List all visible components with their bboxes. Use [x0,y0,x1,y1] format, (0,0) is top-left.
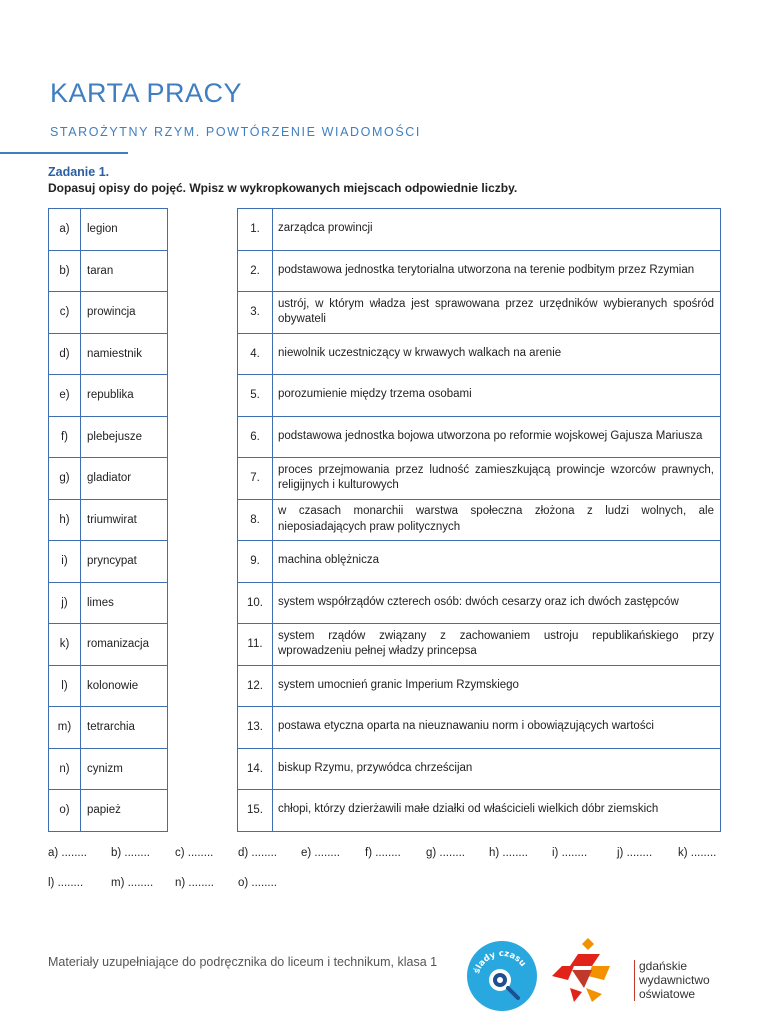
term-row [49,624,168,666]
description-number: 7. [238,458,273,500]
term-letter: c) [49,292,81,334]
term-name: namiestnik [81,333,168,375]
term-letter: e) [49,375,81,417]
term-letter: k) [49,624,81,666]
description-text: proces przejmowania przez ludność zamieszkującą prowincje wzorców prawnych, religijnych i kulturowych [273,458,721,500]
description-row [238,333,721,375]
term-letter: g) [49,458,81,500]
description-row [238,250,721,292]
answer-blank[interactable]: i) ........ [552,847,588,859]
description-number: 13. [238,707,273,749]
answer-blank[interactable]: f) ........ [365,847,401,859]
term-name: pryncypat [81,541,168,583]
description-number: 3. [238,292,273,334]
term-name: republika [81,375,168,417]
answer-blank[interactable]: h) ........ [489,847,528,859]
description-text: system rządów związany z zachowaniem ustroju republikańskiego przy wprowadzeniu pełnej władzy princepsa [273,624,721,666]
description-row [238,375,721,417]
task-label: Zadanie 1. [48,165,110,179]
description-row [238,209,721,251]
description-number: 14. [238,748,273,790]
terms-table [48,208,168,832]
description-number: 9. [238,541,273,583]
page-title: KARTA PRACY [50,78,243,108]
description-row [238,707,721,749]
description-row [238,582,721,624]
description-number: 8. [238,499,273,541]
term-row [49,748,168,790]
description-text: chłopi, którzy dzierżawili małe działki od właścicieli wielkich dóbr ziemskich [273,790,721,832]
description-row [238,748,721,790]
publisher-line-3: oświatowe [639,986,696,1001]
term-row [49,333,168,375]
answer-blank[interactable]: n) ........ [175,877,214,889]
description-number: 2. [238,250,273,292]
term-letter: h) [49,499,81,541]
term-row [49,707,168,749]
descriptions-table [237,208,721,832]
description-text: postawa etyczna oparta na nieuznawaniu norm i obowiązujących wartości [273,707,721,749]
term-row [49,582,168,624]
description-text: podstawowa jednostka terytorialna utworzona na terenie podbitym przez Rzymian [273,250,721,292]
term-letter: d) [49,333,81,375]
description-row [238,458,721,500]
publisher-line-1: gdańskie [639,959,688,973]
description-text: podstawowa jednostka bojowa utworzona po reformie wojskowej Gajusza Mariusza [273,416,721,458]
term-letter: j) [49,582,81,624]
answer-blank[interactable]: m) ........ [111,877,154,889]
publisher-logo-icon [548,936,618,1006]
description-text: machina oblężnicza [273,541,721,583]
term-letter: a) [49,209,81,251]
description-number: 6. [238,416,273,458]
header-divider [0,152,128,154]
term-letter: o) [49,790,81,832]
term-letter: i) [49,541,81,583]
term-letter: n) [49,748,81,790]
answer-blank[interactable]: d) ........ [238,847,277,859]
description-row [238,665,721,707]
description-row [238,541,721,583]
description-number: 11. [238,624,273,666]
publisher-line-2: wydawnictwo [639,972,710,987]
term-name: tetrarchia [81,707,168,749]
description-row [238,292,721,334]
term-row [49,499,168,541]
term-name: cynizm [81,748,168,790]
term-row [49,790,168,832]
term-letter: f) [49,416,81,458]
term-row [49,665,168,707]
description-row [238,790,721,832]
answer-blank[interactable]: l) ........ [48,877,84,889]
description-number: 1. [238,209,273,251]
term-name: taran [81,250,168,292]
description-text: niewolnik uczestniczący w krwawych walkach na arenie [273,333,721,375]
term-name: prowincja [81,292,168,334]
publisher-name [634,960,710,1001]
answer-blank[interactable]: k) ........ [678,847,717,859]
term-name: triumwirat [81,499,168,541]
description-number: 12. [238,665,273,707]
answer-blank[interactable]: j) ........ [617,847,653,859]
description-number: 10. [238,582,273,624]
description-number: 5. [238,375,273,417]
footer-text: Materiały uzupełniające do podręcznika do liceum i technikum, klasa 1 [48,955,438,969]
description-text: system umocnień granic Imperium Rzymskiego [273,665,721,707]
term-name: papież [81,790,168,832]
term-row [49,416,168,458]
term-name: kolonowie [81,665,168,707]
answer-blank[interactable]: b) ........ [111,847,150,859]
term-name: plebejusze [81,416,168,458]
term-name: gladiator [81,458,168,500]
answer-blank[interactable]: e) ........ [301,847,340,859]
term-row [49,292,168,334]
description-row [238,624,721,666]
description-text: w czasach monarchii warstwa społeczna złożona z ludzi wolnych, ale nieposiadających praw politycznych [273,499,721,541]
answer-blank[interactable]: o) ........ [238,877,277,889]
term-row [49,250,168,292]
description-text: porozumienie między trzema osobami [273,375,721,417]
description-row [238,416,721,458]
term-row [49,541,168,583]
description-number: 4. [238,333,273,375]
term-row [49,375,168,417]
series-logo-text: ślady czasu [472,948,528,976]
answer-blank[interactable]: c) ........ [175,847,214,859]
task-instruction: Dopasuj opisy do pojęć. Wpisz w wykropkowanych miejscach odpowiednie liczby. [48,181,518,195]
description-number: 15. [238,790,273,832]
term-letter: l) [49,665,81,707]
description-text: biskup Rzymu, przywódca chrześcijan [273,748,721,790]
description-text: ustrój, w którym władza jest sprawowana przez urzędników wybieranych spośród obywateli [273,292,721,334]
term-name: legion [81,209,168,251]
term-name: limes [81,582,168,624]
term-row [49,458,168,500]
term-letter: m) [49,707,81,749]
description-text: zarządca prowincji [273,209,721,251]
answer-blank[interactable]: g) ........ [426,847,465,859]
term-row [49,209,168,251]
term-letter: b) [49,250,81,292]
answer-blank[interactable]: a) ........ [48,847,87,859]
term-name: romanizacja [81,624,168,666]
slady-czasu-logo-icon [466,940,538,1012]
page-subtitle: STAROŻYTNY RZYM. POWTÓRZENIE WIADOMOŚCI [50,125,421,139]
description-row [238,499,721,541]
description-text: system współrządów czterech osób: dwóch cesarzy oraz ich dwóch zastępców [273,582,721,624]
